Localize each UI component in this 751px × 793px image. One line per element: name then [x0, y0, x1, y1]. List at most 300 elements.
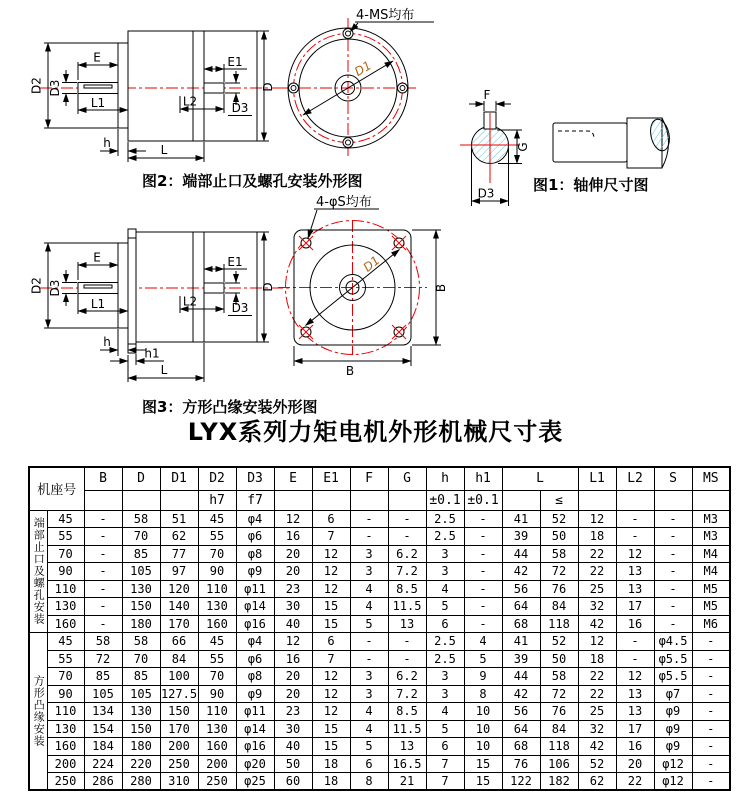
corner-header: 机座号	[29, 467, 84, 510]
column-subheader	[654, 490, 692, 510]
data-cell: 85	[84, 668, 122, 686]
data-cell: 13	[616, 563, 654, 581]
data-cell: 220	[122, 755, 160, 773]
fig3-dim-L: L	[160, 363, 168, 377]
data-cell: 4	[350, 598, 388, 616]
data-cell: 15	[312, 738, 350, 756]
data-cell: 17	[616, 720, 654, 738]
data-cell: 13	[616, 685, 654, 703]
data-cell: 7	[426, 773, 464, 791]
fig3-dim-h: h	[103, 335, 111, 349]
table-row	[29, 580, 730, 598]
data-cell: 4	[350, 703, 388, 721]
data-cell: 10	[464, 703, 502, 721]
column-header: D2	[198, 467, 236, 490]
column-subheader	[274, 490, 312, 510]
fig3-dim-E1: E1	[227, 255, 243, 269]
data-cell: 64	[502, 598, 540, 616]
data-cell: 200	[160, 738, 198, 756]
data-cell: 16.5	[388, 755, 426, 773]
figure2-front-view	[278, 8, 434, 158]
column-subheader: ±0.1	[464, 490, 502, 510]
data-cell: 170	[160, 720, 198, 738]
table-row	[29, 773, 730, 791]
column-subheader	[578, 490, 616, 510]
data-cell: 16	[616, 738, 654, 756]
data-cell: M4	[692, 545, 730, 563]
data-cell: φ4	[236, 633, 274, 651]
data-cell: -	[692, 685, 730, 703]
data-cell: 160	[198, 738, 236, 756]
data-cell: 5	[464, 650, 502, 668]
data-cell: 77	[160, 545, 198, 563]
data-cell: 127.5	[160, 686, 198, 701]
table-row	[29, 528, 730, 546]
data-cell: 70	[198, 545, 236, 563]
data-cell: -	[350, 528, 388, 546]
data-cell: 22	[616, 773, 654, 791]
data-cell: 64	[502, 720, 540, 738]
data-cell: 250	[198, 773, 236, 791]
data-cell: 70	[122, 650, 160, 668]
data-cell: 3	[426, 668, 464, 686]
column-header: L1	[578, 467, 616, 490]
data-cell: 16	[274, 528, 312, 546]
data-cell: 3	[426, 545, 464, 563]
fig3-dim-E: E	[93, 250, 101, 265]
data-cell: 45	[198, 633, 236, 651]
data-cell: 6	[312, 510, 350, 528]
data-cell: -	[616, 650, 654, 668]
data-cell: -	[692, 738, 730, 756]
column-subheader	[84, 490, 122, 510]
data-cell: φ5.5	[654, 650, 692, 668]
frame-number-cell: 130	[47, 598, 84, 616]
fig2-dim-D1: D1	[352, 58, 374, 79]
fig3-dim-L2: L2	[182, 294, 198, 309]
frame-number-cell: 55	[47, 528, 84, 546]
data-cell: 20	[274, 563, 312, 581]
data-cell: 8.5	[388, 703, 426, 721]
data-cell: φ6	[236, 528, 274, 546]
data-cell: 15	[312, 720, 350, 738]
data-cell: 15	[464, 773, 502, 791]
data-cell: 39	[502, 528, 540, 546]
column-subheader: f7	[236, 490, 274, 510]
figure1-caption: 图1：轴伸尺寸图	[533, 176, 649, 194]
data-cell: 15	[312, 598, 350, 616]
data-cell: 3	[426, 685, 464, 703]
fig2-dim-D3-right: D3	[231, 101, 249, 115]
data-cell: 20	[274, 668, 312, 686]
data-cell: 85	[122, 668, 160, 686]
data-cell: -	[692, 720, 730, 738]
data-cell: -	[616, 633, 654, 651]
data-cell: -	[388, 650, 426, 668]
data-cell: 6.2	[388, 545, 426, 563]
data-cell: 13	[616, 580, 654, 598]
column-header: B	[84, 467, 122, 490]
data-cell: 42	[578, 738, 616, 756]
data-cell: M3	[692, 528, 730, 546]
fig2-dim-L1: L1	[90, 96, 106, 110]
data-cell: 90	[198, 563, 236, 581]
frame-number-cell: 110	[47, 703, 84, 721]
data-cell: φ9	[236, 563, 274, 581]
data-cell: 12	[312, 685, 350, 703]
data-cell: φ9	[236, 685, 274, 703]
fig2-dim-E1: E1	[227, 55, 243, 69]
data-cell: M3	[692, 510, 730, 528]
data-cell: 41	[502, 510, 540, 528]
data-cell: 150	[122, 720, 160, 738]
data-cell: 5	[426, 598, 464, 616]
data-cell: 72	[84, 650, 122, 668]
data-cell: 55	[198, 650, 236, 668]
frame-number-cell: 90	[47, 685, 84, 703]
data-cell: -	[84, 598, 122, 616]
data-cell: -	[84, 528, 122, 546]
data-cell: 97	[160, 563, 198, 581]
data-cell: φ20	[236, 755, 274, 773]
data-cell: φ11	[236, 580, 274, 598]
data-cell: -	[464, 545, 502, 563]
data-cell: 52	[578, 755, 616, 773]
data-cell: -	[616, 510, 654, 528]
data-cell: 5	[350, 738, 388, 756]
fig2-dim-E: E	[93, 50, 101, 65]
column-header: F	[350, 467, 388, 490]
column-subheader	[388, 490, 426, 510]
data-cell: 7	[426, 755, 464, 773]
column-header: L	[502, 467, 578, 490]
data-cell: 12	[274, 633, 312, 651]
table-row	[29, 685, 730, 703]
data-cell: -	[692, 633, 730, 651]
data-cell: 58	[122, 633, 160, 651]
column-header: E1	[312, 467, 350, 490]
table-head	[29, 467, 730, 510]
column-subheader: h7	[198, 490, 236, 510]
fig2-dim-L: L	[160, 143, 168, 157]
data-cell: 12	[312, 668, 350, 686]
data-cell: φ12	[654, 773, 692, 791]
data-cell: φ8	[236, 545, 274, 563]
data-cell: φ25	[236, 773, 274, 791]
data-cell: -	[654, 545, 692, 563]
data-cell: 10	[464, 720, 502, 738]
table-row	[29, 545, 730, 563]
data-cell: 180	[122, 738, 160, 756]
fig3-dim-B-bottom: B	[345, 364, 355, 378]
data-cell: -	[616, 528, 654, 546]
data-cell: 42	[502, 685, 540, 703]
data-cell: 39	[502, 650, 540, 668]
figure3-side-view	[30, 229, 293, 382]
data-cell: M4	[692, 563, 730, 581]
data-cell: -	[464, 528, 502, 546]
data-cell: 6	[312, 633, 350, 651]
data-cell: 56	[502, 703, 540, 721]
column-header: D3	[236, 467, 274, 490]
data-cell: -	[692, 703, 730, 721]
data-cell: 4	[350, 720, 388, 738]
data-cell: φ9	[654, 720, 692, 738]
data-cell: 18	[578, 528, 616, 546]
data-cell: -	[692, 755, 730, 773]
data-cell: 58	[540, 668, 578, 686]
data-cell: 51	[160, 510, 198, 528]
data-cell: 60	[274, 773, 312, 791]
data-cell: 105	[122, 685, 160, 703]
data-cell: -	[350, 510, 388, 528]
data-cell: 3	[426, 563, 464, 581]
data-cell: 10	[464, 738, 502, 756]
column-header: D	[122, 467, 160, 490]
data-cell: 8	[350, 773, 388, 791]
data-cell: -	[84, 563, 122, 581]
fig3-dim-D3-right: D3	[231, 301, 249, 315]
data-cell: 15	[312, 615, 350, 633]
data-cell: 30	[274, 598, 312, 616]
data-cell: 7.2	[388, 685, 426, 703]
data-cell: 17	[616, 598, 654, 616]
data-cell: 310	[160, 773, 198, 791]
data-cell: 50	[540, 650, 578, 668]
data-cell: 40	[274, 615, 312, 633]
figure3-caption: 图3：方形凸缘安装外形图	[142, 398, 318, 416]
data-cell: 22	[578, 685, 616, 703]
column-subheader	[616, 490, 654, 510]
table-row	[29, 650, 730, 668]
data-cell: 30	[274, 720, 312, 738]
data-cell: 58	[84, 633, 122, 651]
data-cell: 25	[578, 703, 616, 721]
frame-number-cell: 70	[47, 668, 84, 686]
column-header: h1	[464, 467, 502, 490]
data-cell: 84	[160, 650, 198, 668]
data-cell: 4	[426, 580, 464, 598]
column-subheader: ±0.1	[426, 490, 464, 510]
data-cell: 68	[502, 738, 540, 756]
data-cell: φ9	[654, 738, 692, 756]
data-cell: 3	[350, 685, 388, 703]
data-cell: 100	[160, 668, 198, 686]
data-cell: 72	[540, 563, 578, 581]
data-cell: 6.2	[388, 668, 426, 686]
frame-number-cell: 90	[47, 563, 84, 581]
data-cell: 12	[312, 703, 350, 721]
table-row	[29, 703, 730, 721]
column-header: D1	[160, 467, 198, 490]
table-row	[29, 755, 730, 773]
data-cell: 42	[502, 563, 540, 581]
data-cell: -	[84, 580, 122, 598]
data-cell: 6	[350, 755, 388, 773]
fig3-dim-B-right: B	[434, 283, 448, 293]
data-cell: 15	[464, 755, 502, 773]
fig1-dim-F: F	[483, 88, 491, 102]
data-cell: -	[654, 615, 692, 633]
data-cell: 150	[122, 598, 160, 616]
data-cell: M6	[692, 615, 730, 633]
fig3-dim-D2: D2	[29, 277, 44, 294]
column-header: E	[274, 467, 312, 490]
table-row	[29, 738, 730, 756]
data-cell: 55	[198, 528, 236, 546]
data-cell: φ7	[654, 685, 692, 703]
data-cell: -	[464, 510, 502, 528]
column-subheader	[312, 490, 350, 510]
data-cell: 84	[540, 598, 578, 616]
data-cell: 2.5	[426, 633, 464, 651]
data-cell: -	[350, 633, 388, 651]
frame-number-cell: 45	[47, 510, 84, 528]
frame-number-cell: 250	[47, 773, 84, 791]
data-cell: 68	[502, 615, 540, 633]
data-cell: -	[84, 615, 122, 633]
fig1-dim-D3: D3	[477, 186, 495, 201]
data-cell: -	[464, 563, 502, 581]
data-cell: -	[654, 580, 692, 598]
data-cell: 122	[502, 773, 540, 791]
data-cell: 118	[540, 615, 578, 633]
data-cell: 72	[540, 685, 578, 703]
data-cell: 7.2	[388, 563, 426, 581]
data-cell: 11.5	[388, 598, 426, 616]
data-cell: 23	[274, 703, 312, 721]
data-cell: 12	[616, 545, 654, 563]
data-cell: 250	[160, 755, 198, 773]
data-cell: 160	[198, 615, 236, 633]
column-header: h	[426, 467, 464, 490]
table-row	[29, 615, 730, 633]
frame-number-cell: 130	[47, 720, 84, 738]
data-cell: 41	[502, 633, 540, 651]
column-subheader	[502, 490, 540, 510]
data-cell: 18	[578, 650, 616, 668]
frame-number-cell: 200	[47, 755, 84, 773]
column-subheader	[122, 490, 160, 510]
data-cell: -	[388, 633, 426, 651]
column-subheader: ≤	[540, 490, 578, 510]
data-cell: -	[464, 580, 502, 598]
data-cell: 18	[312, 773, 350, 791]
data-cell: 4	[350, 580, 388, 598]
data-cell: 56	[502, 580, 540, 598]
data-cell: 44	[502, 668, 540, 686]
data-cell: 3	[350, 563, 388, 581]
data-cell: 90	[198, 685, 236, 703]
fig2-dim-h: h	[103, 136, 111, 150]
column-subheader	[160, 490, 198, 510]
data-cell: 18	[312, 755, 350, 773]
data-cell: 52	[540, 633, 578, 651]
data-cell: 8	[464, 685, 502, 703]
data-cell: 286	[84, 773, 122, 791]
data-cell: 70	[198, 668, 236, 686]
column-header: L2	[616, 467, 654, 490]
data-cell: 150	[160, 703, 198, 721]
dimension-table	[28, 466, 731, 791]
data-cell: -	[692, 668, 730, 686]
data-cell: φ4.5	[654, 633, 692, 651]
column-subheader	[350, 490, 388, 510]
data-cell: 130	[122, 703, 160, 721]
data-cell: 12	[312, 563, 350, 581]
data-cell: 130	[198, 598, 236, 616]
data-cell: 22	[578, 545, 616, 563]
data-cell: 16	[616, 615, 654, 633]
data-cell: 13	[388, 615, 426, 633]
data-cell: 110	[198, 580, 236, 598]
data-cell: 5	[350, 615, 388, 633]
data-cell: -	[84, 510, 122, 528]
data-cell: φ14	[236, 598, 274, 616]
data-cell: 62	[578, 773, 616, 791]
data-cell: 200	[198, 755, 236, 773]
data-cell: 6	[426, 615, 464, 633]
data-cell: φ9	[654, 703, 692, 721]
data-cell: 105	[122, 563, 160, 581]
data-cell: -	[692, 773, 730, 791]
data-cell: 7	[312, 528, 350, 546]
data-cell: 140	[160, 598, 198, 616]
data-cell: φ14	[236, 720, 274, 738]
data-cell: 120	[160, 580, 198, 598]
frame-number-cell: 110	[47, 580, 84, 598]
data-cell: φ6	[236, 650, 274, 668]
fig2-dim-D2: D2	[29, 77, 44, 94]
figure2-caption: 图2：端部止口及螺孔安装外形图	[142, 172, 363, 190]
data-cell: 3	[350, 545, 388, 563]
data-cell: 20	[274, 545, 312, 563]
table-row	[29, 633, 730, 651]
column-subheader	[692, 490, 730, 510]
data-cell: 12	[312, 545, 350, 563]
fig3-dim-h1: h1	[144, 346, 160, 361]
data-cell: 23	[274, 580, 312, 598]
fig2-dim-D3-left: D3	[48, 79, 62, 97]
table-body	[29, 510, 730, 790]
data-cell: 12	[312, 580, 350, 598]
data-cell: 8.5	[388, 580, 426, 598]
data-cell: 4	[464, 633, 502, 651]
data-cell: -	[654, 528, 692, 546]
data-cell: 12	[616, 668, 654, 686]
data-cell: 44	[502, 545, 540, 563]
data-cell: 130	[122, 580, 160, 598]
data-cell: 32	[578, 598, 616, 616]
data-cell: 50	[540, 528, 578, 546]
data-cell: 84	[540, 720, 578, 738]
frame-number-cell: 70	[47, 545, 84, 563]
data-cell: φ11	[236, 703, 274, 721]
data-cell: -	[84, 545, 122, 563]
data-cell: 70	[122, 528, 160, 546]
column-header: MS	[692, 467, 730, 490]
data-cell: -	[654, 598, 692, 616]
data-cell: 154	[84, 720, 122, 738]
table-row	[29, 720, 730, 738]
data-cell: 13	[388, 738, 426, 756]
data-cell: 2.5	[426, 650, 464, 668]
frame-number-cell: 55	[47, 650, 84, 668]
fig3-dim-D3-left: D3	[48, 279, 62, 297]
data-cell: 12	[274, 510, 312, 528]
frame-number-cell: 160	[47, 615, 84, 633]
data-cell: 182	[540, 773, 578, 791]
